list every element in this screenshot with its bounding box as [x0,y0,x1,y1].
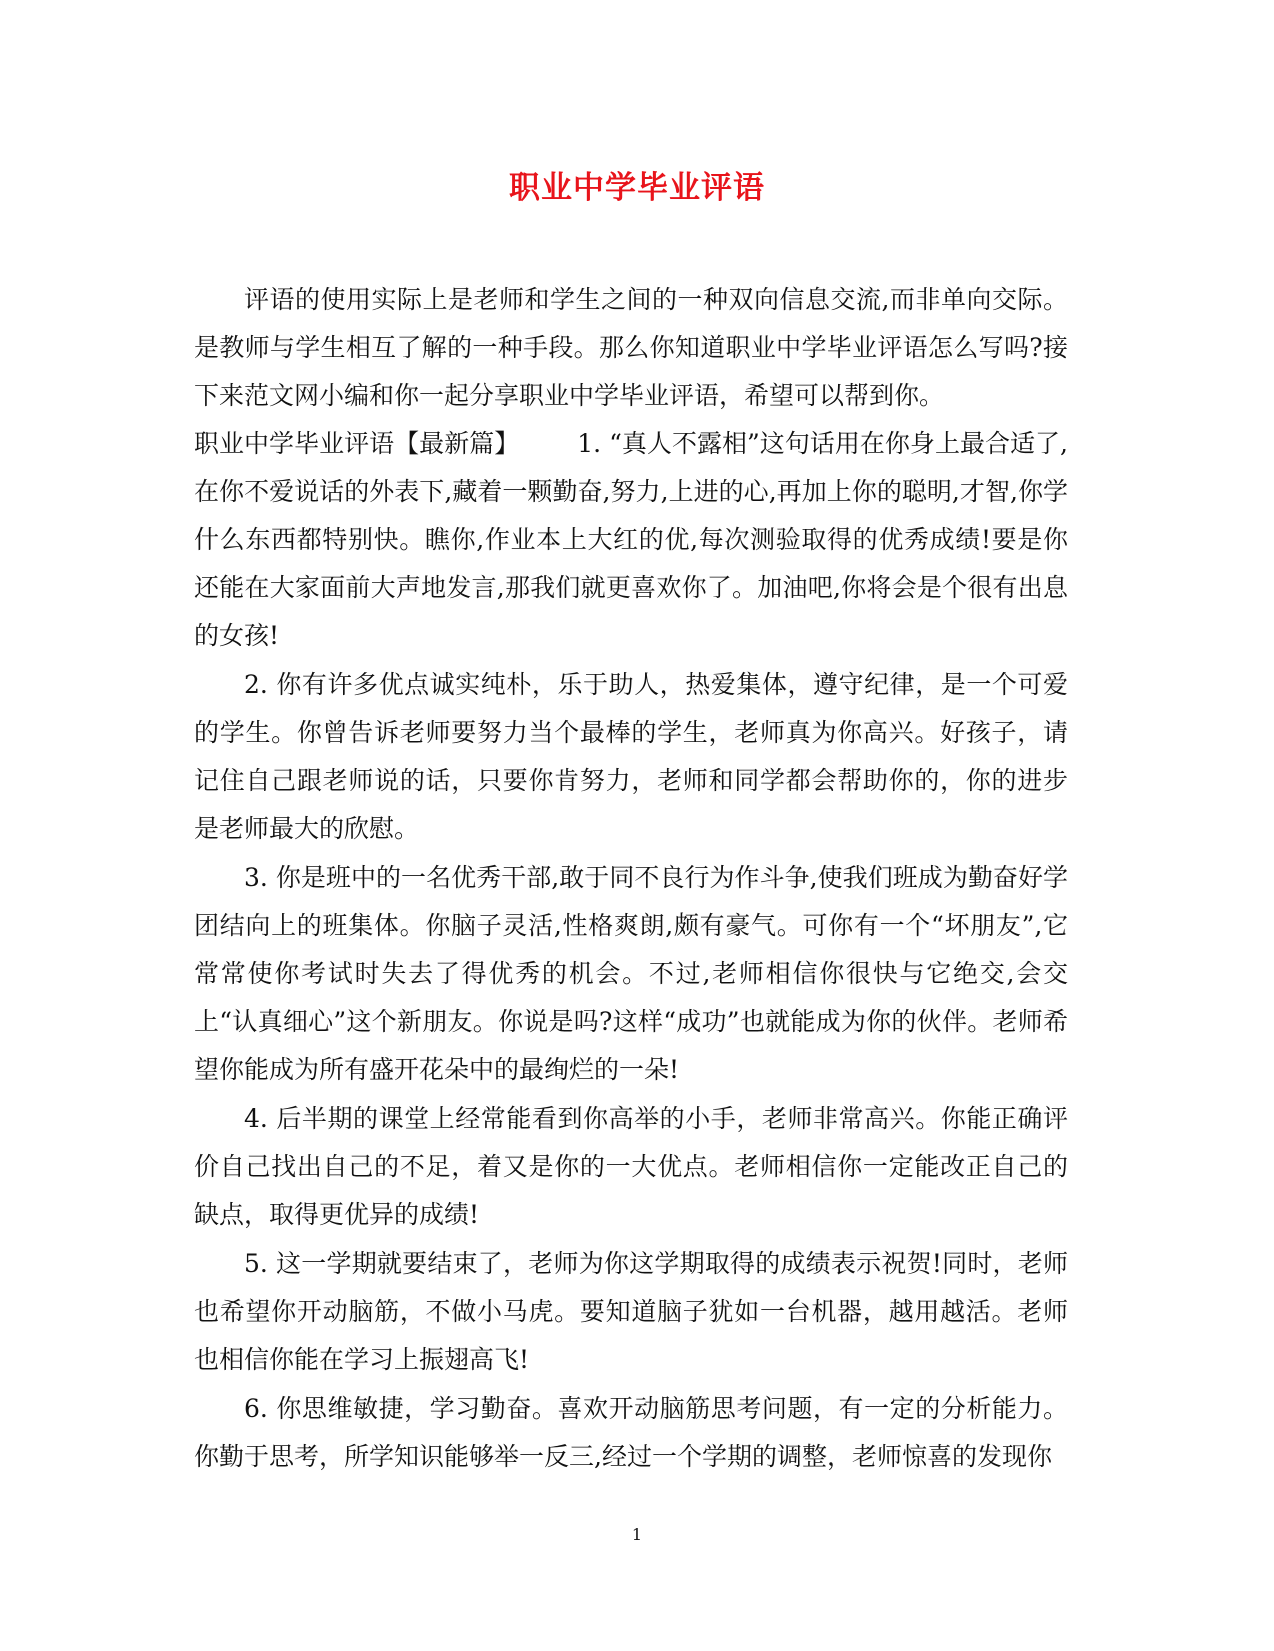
comment-item-6: 6. 你思维敏捷，学习勤奋。喜欢开动脑筋思考问题，有一定的分析能力。你勤于思考，所学知识能够举一反三,经过一个学期的调整，老师惊喜的发现你 [194,1394,1068,1471]
section-heading-line [194,420,1068,660]
comment-item-5: 5. 这一学期就要结束了，老师为你这学期取得的成绩表示祝贺!同时，老师也希望你开动脑筋，不做小马虎。要知道脑子犹如一台机器，越用越活。老师也相信你能在学习上振翅高飞! [194,1249,1068,1374]
comment-item-2: 2. 你有许多优点诚实纯朴，乐于助人，热爱集体，遵守纪律，是一个可爱的学生。你曾告诉老师要努力当个最棒的学生，老师真为你高兴。好孩子，请记住自己跟老师说的话，只要你肯努力，老师和同学都会帮助你的，你的进步是老师最大的欣慰。 [194,670,1068,843]
intro-paragraph: 评语的使用实际上是老师和学生之间的一种双向信息交流,而非单向交际。是教师与学生相互了解的一种手段。那么你知道职业中学毕业评语怎么写吗?接下来范文网小编和你一起分享职业中学毕业评语，希望可以帮到你。 [194,285,1068,410]
page-number: 1 [631,1525,643,1544]
item-1-text: 1. “真人不露相”这句话用在你身上最合适了,在你不爱说话的外表下,藏着一颗勤奋,努力,上进的心,再加上你的聪明,才智,你学什么东西都特别快。瞧你,作业本上大红的优,每次测验取得的优秀成绩!要是你还能在大家面前大声地发言,那我们就更喜欢你了。加油吧,你将会是个很有出息的女孩! [194,429,1068,650]
document-title: 职业中学毕业评语 [509,170,765,206]
comment-item-4: 4. 后半期的课堂上经常能看到你高举的小手，老师非常高兴。你能正确评价自己找出自己的不足，着又是你的一大优点。老师相信你一定能改正自己的缺点，取得更优异的成绩! [194,1104,1068,1229]
comment-item-3: 3. 你是班中的一名优秀干部,敢于同不良行为作斗争,使我们班成为勤奋好学团结向上的班集体。你脑子灵活,性格爽朗,颇有豪气。可你有一个“坏朋友”,它常常使你考试时失去了得优秀的机会。不过,老师相信你很快与它绝交,会交上“认真细心”这个新朋友。你说是吗?这样“成功”也就能成为你的伙伴。老师希望你能成为所有盛开花朵中的最绚烂的一朵! [194,863,1068,1084]
document-body [194,276,1068,1481]
section-heading: 职业中学毕业评语【最新篇】 [194,429,520,458]
